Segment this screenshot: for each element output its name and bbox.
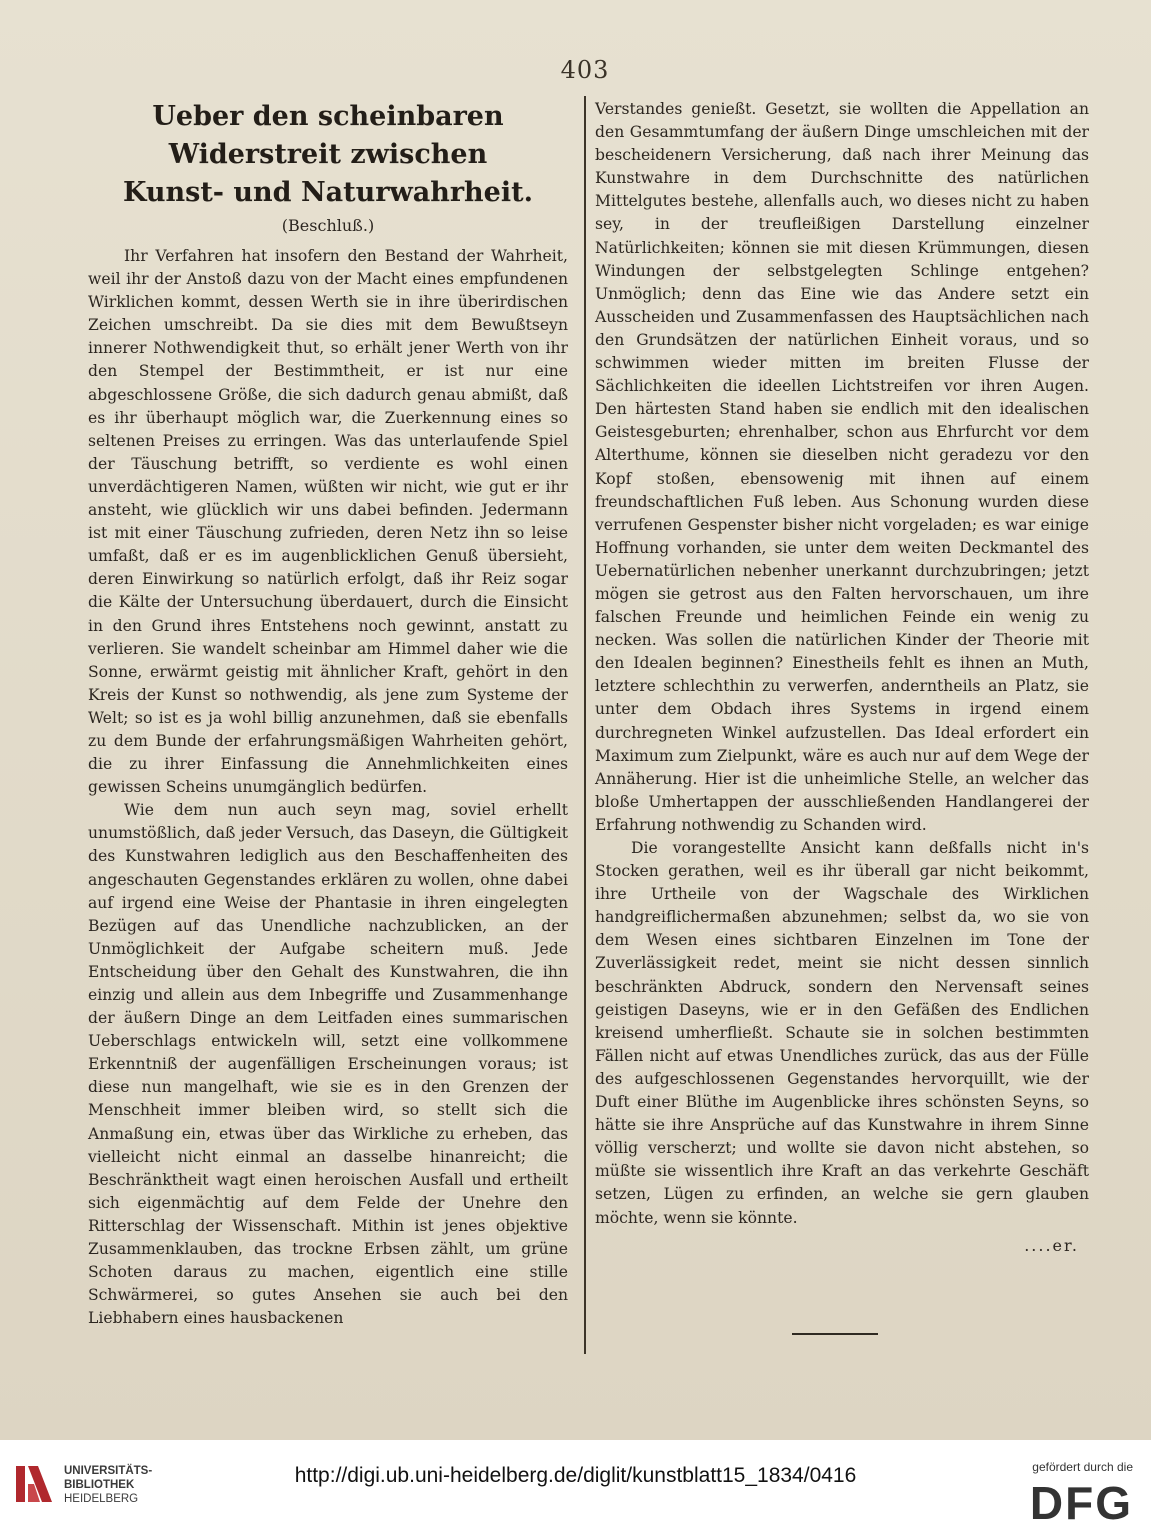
article-end-rule: [792, 1333, 878, 1335]
paragraph-text: Die vorangestellte Ansicht kann deßfalls nicht in's Stocken gerathen, weil es ihr überall gar nicht beikommt, ihre Urtheile von der Wagschale des Wirklichen handgreiflichermaßen abzunehmen; selbst da, wo sie von dem Wesen eines sichtbaren Einzelnen im Tone der Zuverlässigkeit redet, meint sie nicht dessen sinnlich beschränkten Abdruck, sondern den Nervensaft seines geistigen Daseyns, wie er in den Gefäßen des Endlichen kreisend umherfließt. Schaute sie in solchen bestimmten Fällen nicht auf etwas Unendliches zurück, das aus der Fülle des aufgeschlossenen Gegenstandes hervorquillt, wie der Duft einer Blüthe im Augenblicke ihres schönsten Seyns, so hätte sie ihre Ansprüche auf das Kunstwahre in ihrem Sinne völlig verscherzt; und wollte sie davon nicht abstehen, so müßte sie wissentlich ihre Kraft an das verkehrte Geschäft setzen, Lügen zu erfinden, an welche sie gern glauben möchte, wenn sie könnte.: [595, 839, 1089, 1227]
paragraph-text: Ihr Verfahren hat insofern den Bestand der Wahrheit, weil ihr der Anstoß dazu von der Macht eines empfundenen Wirklichen kommt, dessen Werth sie in ihre überirdischen Zeichen umschreibt. Da sie dies mit dem Bewußtseyn innerer Nothwendigkeit thut, so erhält jener Werth von ihr den Stempel der Bestimmtheit, er ist nur eine abgeschlossene Größe, die sich dadurch genau abmißt, daß es ihr überhaupt möglich war, die Zuerkennung eines so seltenen Preises zu erringen. Was das unterlaufende Spiel der Täuschung betrifft, so verdiente es wohl einen unverdächtigeren Namen, wüßten wir nicht, wie gut er ihr ansteht, wie glücklich wir uns dabei befinden. Jedermann ist mit einer Täuschung zufrieden, deren Netz ihn so leise umfaßt, daß er es im augenblicklichen Genuß übersieht, deren Einwirkung so natürlich erfolgt, daß ihr Reiz sogar die Kälte der Untersuchung überdauert, durch die Einsicht in den Grund ihres Entstehens noch gewinnt, anstatt zu verlieren. Sie wandelt scheinbar am Himmel daher wie die Sonne, erwärmt geistig mit ähnlicher Kraft, gehört in den Kreis der Kunst so nothwendig, als jene zum Systeme der Welt; so ist es ja wohl billig anzunehmen, daß sie ebenfalls zu dem Bunde der erfahrungsmäßigen Wahrheiten gehört, die zu ihrer Einfassung die Annehmlichkeiten eines gewissen Scheins unumgänglich bedürfen.: [88, 247, 568, 797]
paragraph-text: Wie dem nun auch seyn mag, soviel erhellt unumstößlich, daß jeder Versuch, das Daseyn, die Gültigkeit des Kunstwahren lediglich aus den Beschaffenheiten des angeschauten Gegenstandes erklären zu wollen, ohne dabei auf irgend eine Weise der Phantasie in ihren eingelegten Bezügen auf das Unendliche nachzublicken, an der Unmöglichkeit der Aufgabe scheitern muß. Jede Entscheidung über den Gehalt des Kunstwahren, die ihn einzig und allein aus dem Inbegriffe und Zusammenhange der äußern Dinge an dem Leitfaden eines summarischen Ueberschlags entwickeln will, setzt eine vollkommene Erkenntniß der augenfälligen Erscheinungen voraus; ist diese nun mangelhaft, wie sie es in den Grenzen der Menschheit immer bleiben wird, so stellt sich die Anmaßung ein, etwas über das Wirkliche zu erheben, das vielleicht nicht einmal an dasselbe hinanreicht; die Beschränktheit wagt einen heroischen Ausfall und ertheilt sich eigenmächtig auf dem Felde der Unehre den Ritterschlag der Wissenschaft. Mithin ist jenes objektive Zusammenklauben, das trockne Erbsen zählt, um grüne Schoten daraus zu machen, eigentlich eine stille Schwärmerei, so gutes Ansehen sie auch bei den Liebhabern eines hausbackenen: [88, 801, 568, 1328]
permalink-url[interactable]: http://digi.ub.uni-heidelberg.de/diglit/kunstblatt15_1834/0416: [294, 1464, 857, 1487]
article-title: [88, 98, 568, 212]
digitization-footer: [0, 1440, 1151, 1537]
article-subtitle: (Beschluß.): [281, 216, 375, 235]
left-paragraph-1: [88, 245, 568, 799]
page-number: 403: [560, 56, 610, 84]
paragraph-text: Verstandes genießt. Gesetzt, sie wollten die Appellation an den Gesammtumfang der äußern Dinge umschleichen mit der bescheidenern Versicherung, daß nach ihrer Meinung das Kunstwahre in dem Durchschnitte des natürlichen Mittelgutes bestehe, allenfalls auch, wo dieses nicht zu haben sey, in der treufleißigen Darstellung einzelner Natürlichkeiten; können sie mit diesen Krümmungen, diesen Windungen der selbstgelegten Schlinge entgehen? Unmöglich; denn das Eine wie das Andere setzt ein Ausscheiden und Zusammenfassen des Hauptsächlichen nach den Grundsätzen der natürlichen Einheit voraus, und so schwimmen wieder mitten im breiten Flusse der Sächlichkeiten die ideellen Lichtstreifen vor ihren Augen. Den härtesten Stand haben sie endlich mit den idealischen Geistesgeburten; ehrenhalber, schon aus Ehrfurcht vor dem Alterthume, können sie dieselben nicht geradezu vor den Kopf stoßen, ebensowenig mit ihnen auf einem freundschaftlichen Fuß leben. Aus Schonung wurden diese verrufenen Gespenster bisher nicht vorgeladen; es war einige Hoffnung vorhanden, sie unter dem weiten Deckmantel des Uebernatürlichen nebenher unerkannt durchzubringen; jetzt mögen sie getrost aus den Falten hervorschauen, um ihre falschen Freunde und heimlichen Feinde ein wenig zu necken. Was sollen die natürlichen Kinder der Theorie mit den Idealen beginnen? Einestheils fehlt es ihnen an Muth, letztere schlechthin zu verwerfen, anderntheils an Platz, sie unter dem Obdach ihres Systems in irgend einem durchregneten Winkel aufzustellen. Das Ideal erfordert ein Maximum zum Zielpunkt, wäre es auch nur auf dem Wege der Annäherung. Hier ist die unheimliche Stelle, an welcher das bloße Umhertappen der ausschließenden Handlangerei der Erfahrung nothwendig zu Schanden wird.: [595, 100, 1089, 834]
column-divider: [584, 96, 586, 1354]
funding-note: gefördert durch die: [1032, 1460, 1133, 1474]
author-signature: ....er.: [1024, 1235, 1079, 1255]
right-paragraph-2: [595, 837, 1089, 1230]
article-title-line-2: Kunst- und Naturwahrheit.: [123, 177, 533, 208]
article-title-line-1: Ueber den scheinbaren Widerstreit zwischen: [152, 101, 504, 170]
right-paragraph-1: [595, 98, 1089, 837]
library-name-line-3: HEIDELBERG: [64, 1493, 139, 1505]
library-name-line-1: UNIVERSITÄTS-: [64, 1465, 153, 1477]
left-paragraph-2: [88, 799, 568, 1330]
dfg-logo: DFG: [1029, 1477, 1133, 1529]
right-column: [595, 98, 1089, 1255]
library-name-line-2: BIBLIOTHEK: [64, 1479, 135, 1491]
left-column: [88, 98, 568, 1330]
